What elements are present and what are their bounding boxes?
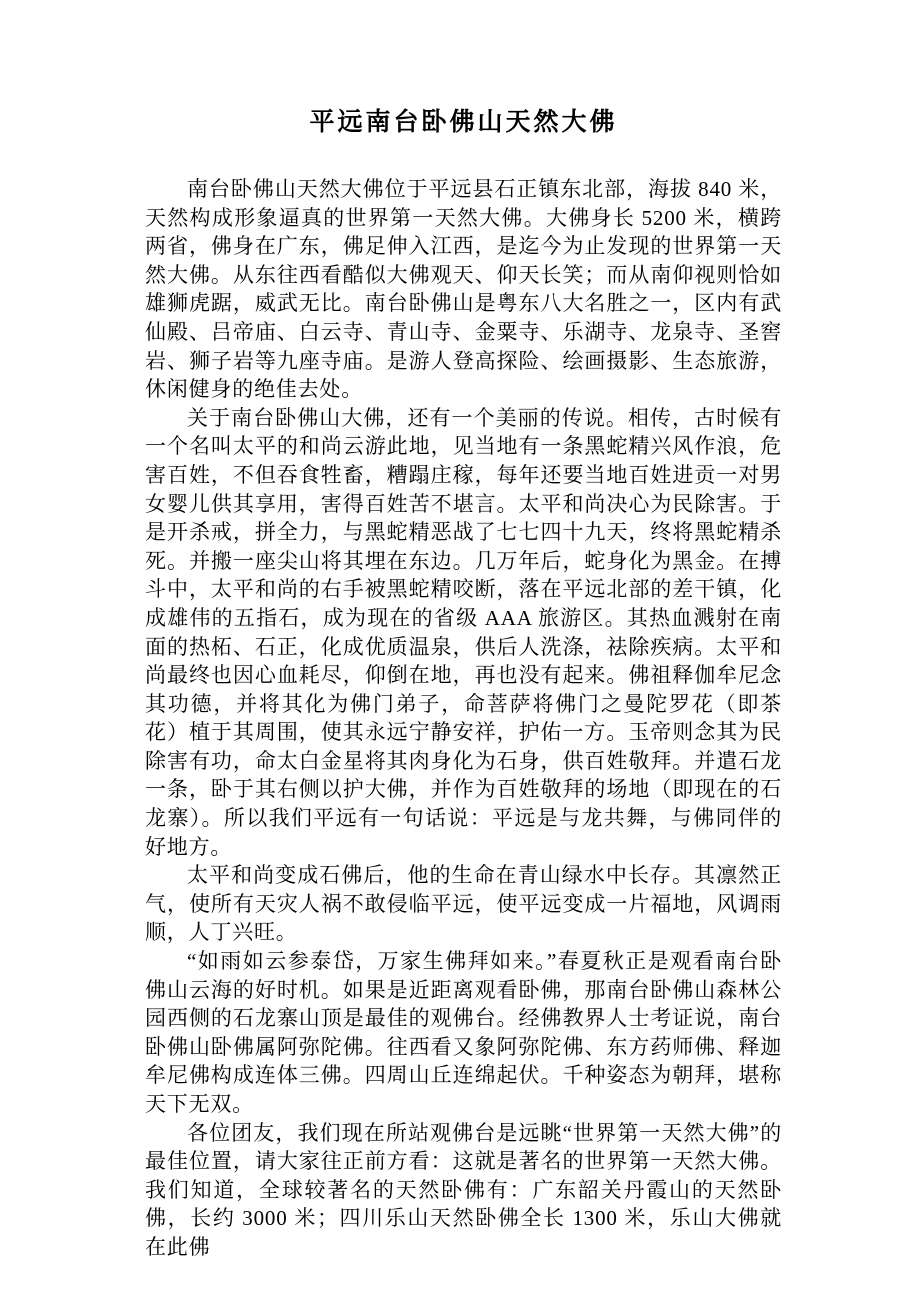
- paragraph-stone-buddha: 太平和尚变成石佛后，他的生命在青山绿水中长存。其凛然正气，使所有天灾人祸不敢侵临平远，使平远变成一片福地，风调雨顺，人丁兴旺。: [145, 863, 782, 945]
- paragraph-legend: 关于南台卧佛山大佛，还有一个美丽的传说。相传，古时候有一个名叫太平的和尚云游此地，见当地有一条黑蛇精兴风作浪，危害百姓，不但吞食牲畜，糟蹋庄稼，每年还要当地百姓进贡一对男女婴儿供其享用，害得百姓苦不堪言。太平和尚决心为民除害。于是开杀戒，拼全力，与黑蛇精恶战了七七四十九天，终将黑蛇精杀死。并搬一座尖山将其埋在东边。几万年后，蛇身化为黑金。在搏斗中，太平和尚的右手被黑蛇精咬断，落在平远北部的差干镇，化成雄伟的五指石，成为现在的省级 AAA 旅游区。其热血溅射在南面的热柘、石正，化成优质温泉，供后人洗涤，祛除疾病。太平和尚最终也因心血耗尽，仰倒在地，再也没有起来。佛祖释伽牟尼念其功德，并将其化为佛门弟子，命菩萨将佛门之曼陀罗花（即茶花）植于其周围，使其永远宁静安祥，护佑一方。玉帝则念其为民除害有功，命太白金星将其肉身化为石身，供百姓敬拜。并遣石龙一条，卧于其右侧以护大佛，并作为百姓敬拜的场地（即现在的石龙寨）。所以我们平远有一句话说：平远是与龙共舞，与佛同伴的好地方。: [145, 405, 782, 859]
- paragraph-viewing: “如雨如云参泰岱，万家生佛拜如来。”春夏秋正是观看南台卧佛山云海的好时机。如果是近距离观看卧佛，那南台卧佛山森林公园西侧的石龙寨山顶是最佳的观佛台。经佛教界人士考证说，南台卧佛山卧佛属阿弥陀佛。往西看又象阿弥陀佛、东方药师佛、释迦牟尼佛构成连体三佛。四周山丘连绵起伏。千种姿态为朝拜，堪称天下无双。: [145, 949, 782, 1116]
- paragraph-intro: 南台卧佛山天然大佛位于平远县石正镇东北部，海拔 840 米，天然构成形象逼真的世界第一天然大佛。大佛身长 5200 米，横跨两省，佛身在广东，佛足伸入江西，是迄今为止发现的世界第一天然大佛。从东往西看酷似大佛观天、仰天长笑；而从南仰视则恰如雄狮虎踞，威武无比。南台卧佛山是粤东八大名胜之一，区内有武仙殿、吕帝庙、白云寺、青山寺、金粟寺、乐湖寺、龙泉寺、圣窖岩、狮子岩等九座寺庙。是游人登高探险、绘画摄影、生态旅游，休闲健身的绝佳去处。: [145, 177, 782, 402]
- document-title: 平远南台卧佛山天然大佛: [309, 109, 618, 136]
- document-body: [145, 175, 782, 1262]
- paragraph-tour-guide: 各位团友，我们现在所站观佛台是远眺“世界第一天然大佛”的最佳位置，请大家往正前方看：这就是著名的世界第一天然大佛。我们知道，全球较著名的天然卧佛有：广东韶关丹霞山的天然卧佛，长约 3000 米；四川乐山天然卧佛全长 1300 米，乐山大佛就在此佛: [145, 1120, 782, 1259]
